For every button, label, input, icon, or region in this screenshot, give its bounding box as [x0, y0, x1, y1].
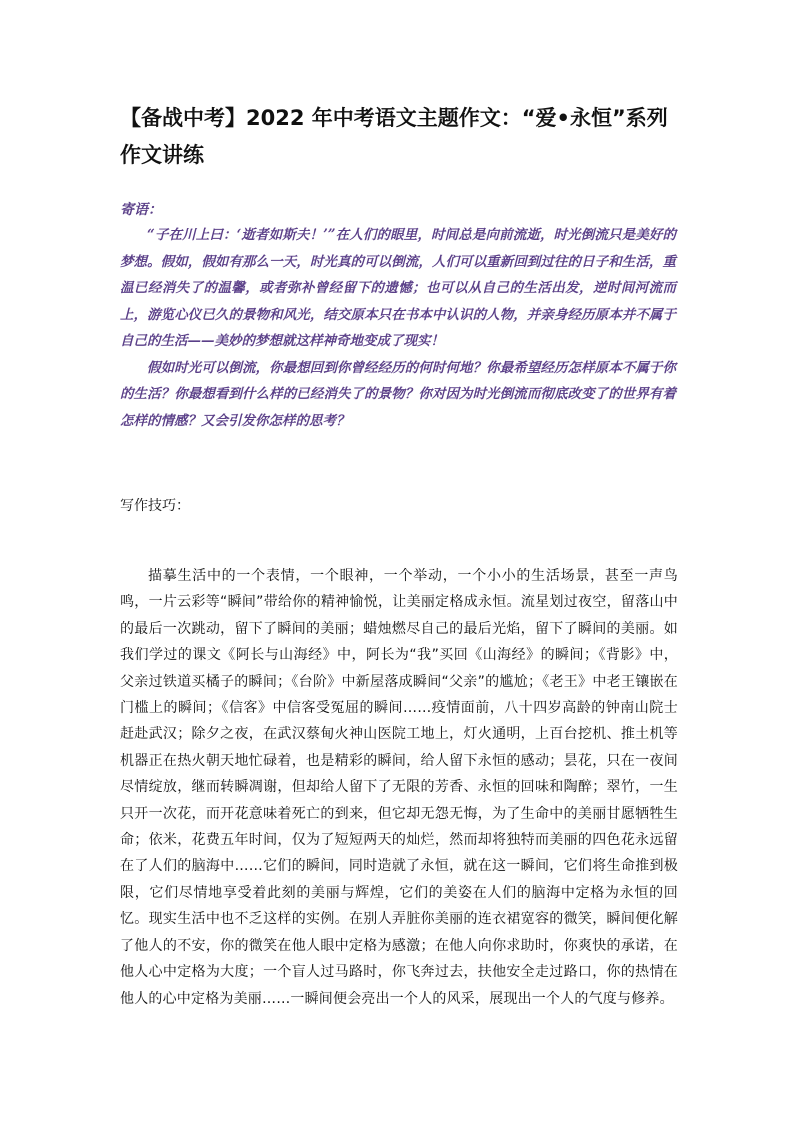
preface-block	[120, 222, 676, 434]
preface-paragraph: “子在川上曰：‘逝者如斯夫！’”在人们的眼里，时间总是向前流逝，时光倒流只是美好的梦想。假如，假如有那么一天，时光真的可以倒流，人们可以重新回到过往的日子和生活，重温已经消失了的温馨，或者弥补曾经留下的遗憾；也可以从自己的生活出发，逆时间河流而上，游览心仪已久的景物和风光，结交原本只在书本中认识的人物，并亲身经历原本并不属于自己的生活——美妙的梦想就这样神奇地变成了现实！	[120, 227, 676, 349]
body-paragraph: 描摹生活中的一个表情，一个眼神，一个举动，一个小小的生活场景，甚至一声鸟鸣，一片云彩等“瞬间”带给你的精神愉悦，让美丽定格成永恒。流星划过夜空，留落山中的最后一次跳动，留下了瞬间的美丽；蜡烛燃尽自己的最后光焰，留下了瞬间的美丽。如我们学过的课文《阿长与山海经》中，阿长为“我”买回《山海经》的瞬间；《背影》中，父亲过铁道买橘子的瞬间；《台阶》中新屋落成瞬间“父亲”的尴尬；《老王》中老王镶嵌在门槛上的瞬间；《信客》中信客受冤屈的瞬间……疫情面前，八十四岁高龄的钟南山院士赶赴武汉；除夕之夜，在武汉蔡甸火神山医院工地上，灯火通明，上百台挖机、推土机等机器正在热火朝天地忙碌着，也是精彩的瞬间，给人留下永恒的感动；昙花，只在一夜间尽情绽放，继而转瞬凋谢，但却给人留下了无限的芳香、永恒的回味和陶醉；翠竹，一生只开一次花，而开花意味着死亡的到来，但它却无怨无悔，为了生命中的美丽甘愿牺牲生命；依米，花费五年时间，仅为了短短两天的灿烂，然而却将独特而美丽的四色花永远留在了人们的脑海中……它们的瞬间，同时造就了永恒，就在这一瞬间，它们将生命推到极限，它们尽情地享受着此刻的美丽与辉煌，它们的美姿在人们的脑海中定格为永恒的回忆。现实生活中也不乏这样的实例。在别人弄脏你美丽的连衣裙宽容的微笑，瞬间便化解了他人的不安，你的微笑在他人眼中定格为感激；在他人向你求助时，你爽快的承诺，在他人心中定格为大度；一个盲人过马路时，你飞奔过去，扶他安全走过路口，你的热情在他人的心中定格为美丽……一瞬间便会亮出一个人的风采，展现出一个人的气度与修养。	[120, 568, 678, 1007]
writing-skills-body	[120, 563, 678, 1012]
preface-label: 寄语：	[120, 202, 162, 218]
section-heading-writing-skills: 写作技巧：	[120, 498, 190, 514]
document-title: 【备战中考】2022 年中考语文主题作文：“爱•永恒”系列作文讲练	[120, 106, 668, 167]
preface-paragraph: 假如时光可以倒流，你最想回到你曾经经历的何时何地？你最希望经历怎样原本不属于你的生活？你最想看到什么样的已经消失了的景物？你对因为时光倒流而彻底改变了的世界有着怎样的情感？又会引发你怎样的思考？	[120, 359, 676, 429]
